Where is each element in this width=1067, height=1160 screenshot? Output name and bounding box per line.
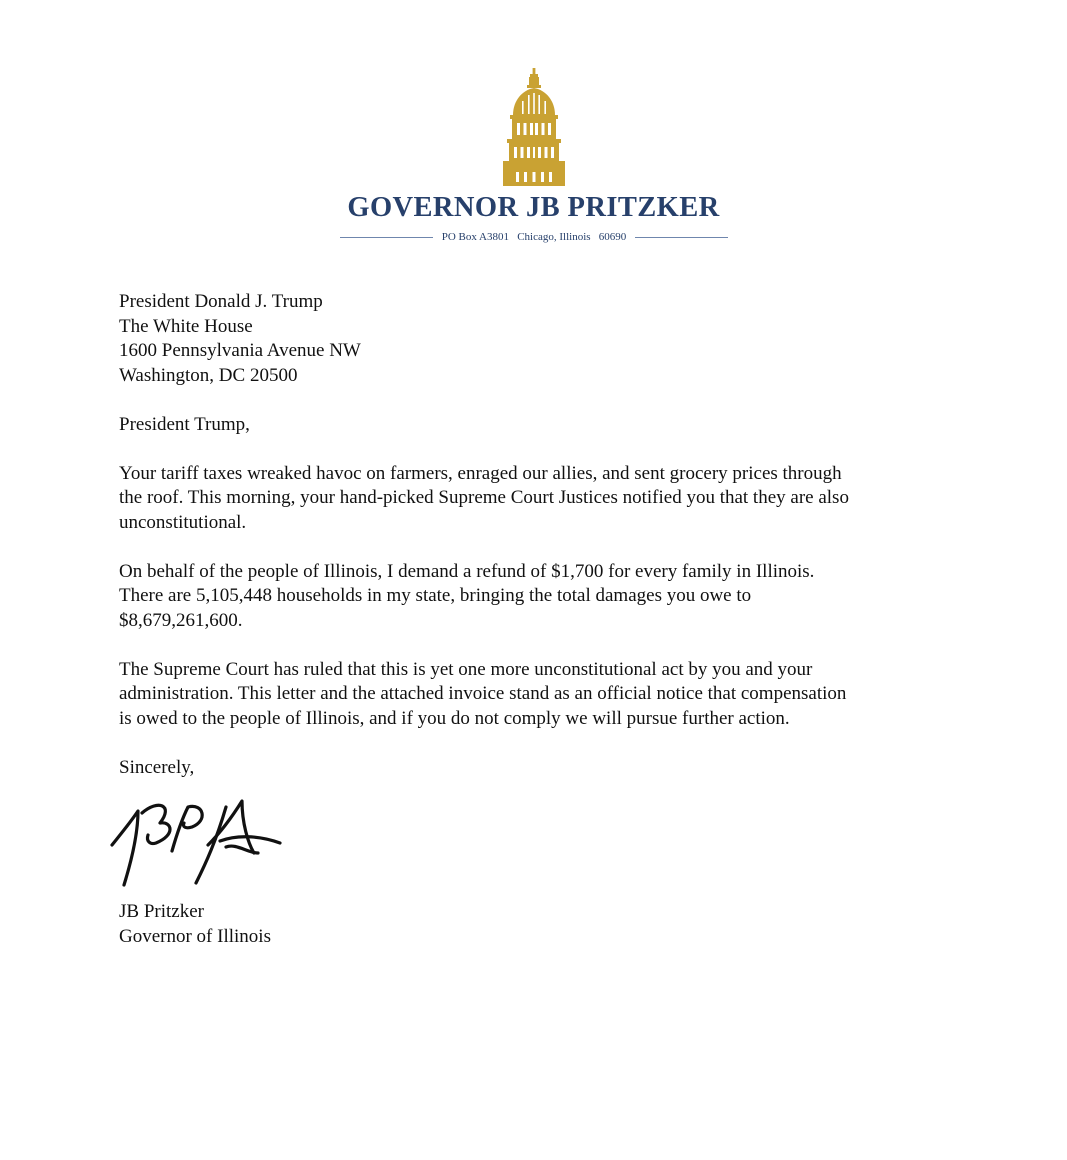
letter-body [119, 290, 949, 780]
address-rule-right [635, 237, 728, 238]
paragraph-line: Your tariff taxes wreaked havoc on farmers, enraged our allies, and sent grocery prices through [119, 462, 842, 484]
paragraph-refund-demand [119, 560, 949, 634]
paragraph-line: $8,679,261,600. [119, 609, 243, 631]
closing: Sincerely, [119, 756, 195, 778]
signer-block [119, 900, 271, 949]
paragraph-line: unconstitutional. [119, 511, 247, 533]
paragraph-line: There are 5,105,448 households in my state, bringing the total damages you owe to [119, 585, 752, 606]
paragraph-line: The Supreme Court has ruled that this is yet one more unconstitutional act by you and your [119, 658, 813, 680]
recipient-line: The White House [119, 315, 253, 337]
address-rule-left [340, 237, 433, 238]
letterhead [0, 0, 1067, 250]
handwritten-signature-icon [108, 793, 288, 897]
paragraph-line: the roof. This morning, your hand-picked Supreme Court Justices notified you that they are also [119, 487, 849, 508]
paragraph-notice [119, 658, 949, 732]
letterhead-title: GOVERNOR JB PRITZKER [347, 192, 720, 223]
recipient-line: Washington, DC 20500 [119, 364, 298, 386]
salutation: President Trump, [119, 413, 250, 435]
letterhead-address-row [340, 229, 728, 245]
paragraph-line: is owed to the people of Illinois, and if you do not comply we will pursue further action. [119, 707, 790, 729]
paragraph-line: On behalf of the people of Illinois, I demand a refund of $1,700 for every family in Illinois. [119, 560, 815, 582]
letterhead-address: PO Box A3801 Chicago, Illinois 60690 [441, 231, 627, 243]
capitol-dome-icon [499, 68, 569, 186]
recipient-line: President Donald J. Trump [119, 291, 323, 312]
recipient-line: 1600 Pennsylvania Avenue NW [119, 340, 361, 361]
signer-name: JB Pritzker [119, 901, 204, 922]
signer-title: Governor of Illinois [119, 925, 271, 947]
recipient-address [119, 290, 949, 388]
paragraph-tariffs [119, 462, 949, 536]
paragraph-line: administration. This letter and the attached invoice stand as an official notice that compensation [119, 683, 847, 704]
